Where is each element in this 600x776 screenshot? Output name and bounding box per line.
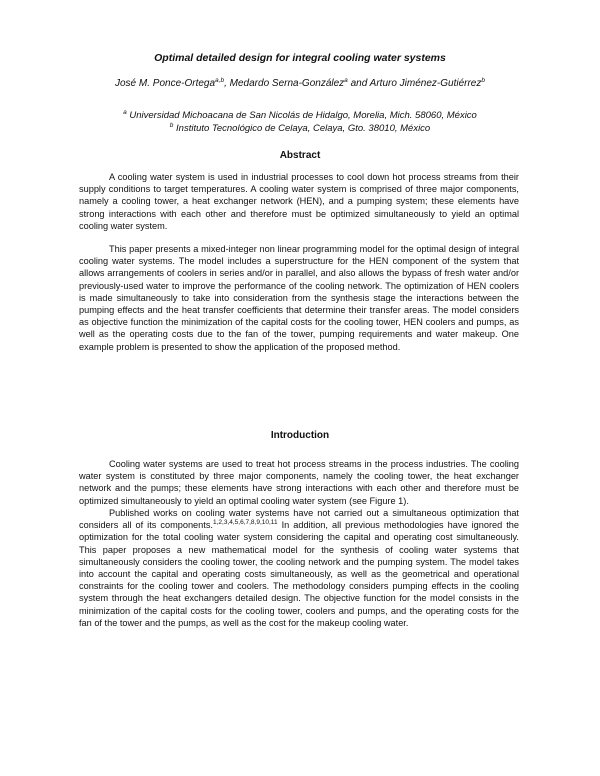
abstract-paragraph: This paper presents a mixed-integer non linear programming model for the optimal design of integral cooling water systems. The model includes a superstructure for the HEN component of the system that allows arrangements of coolers in series and/or in parallel, and also allows the bypass of fresh water and/or previously-used water to improve the performance of the cooling network. The optimization of HEN coolers is made simultaneously to take into consideration from the synthesis stage the interactions between the pumping effects and the heat transfer coefficients that determine their transfer areas. The model considers as objective function the minimization of the capital costs for the cooling tower, HEN coolers and pumps, as well as the operating costs due to the fan of the tower, pumping requirements and water makeup. One example problem is presented to show the application of the proposed method. (79, 244, 519, 352)
introduction-heading: Introduction (270, 430, 330, 441)
introduction-paragraph: Cooling water systems are used to treat hot process streams in the process industries. The cooling water system is constituted by three major components, namely the cooling tower, the heat exchanger network and the pumps; these elements have strong interactions with each other and therefore must be optimized simultaneously to yield an optimal cooling water system (see Figure 1). (79, 459, 519, 506)
abstract-heading: Abstract (279, 150, 321, 161)
affiliation-marker: a (344, 77, 348, 84)
affiliation-marker: a (123, 109, 127, 116)
paragraph-text: Published works on cooling water systems have not carried out a simultaneous optimization that considers all of its components. (79, 508, 519, 531)
author-separator: , (224, 78, 230, 89)
introduction-paragraph (79, 507, 519, 629)
author-name: Medardo Serna-González (229, 78, 345, 89)
author-name: José M. Ponce-Ortega (115, 78, 216, 89)
affiliation-b (0, 123, 600, 134)
reference-markers: 1,2,3,4,5,6,7,8,9,10,11 (212, 519, 278, 527)
affiliation-text: Instituto Tecnológico de Celaya, Celaya, Gto. 38010, México (176, 123, 431, 134)
author-list (0, 78, 600, 89)
abstract-paragraph: A cooling water system is used in industrial processes to cool down hot process streams from their supply conditions to target temperatures. A cooling water system is comprised of three major components, namely a cooling tower, a heat exchanger network (HEN), and a pumping system; these elements have strong interactions with each other and therefore must be optimized simultaneously to yield an optimal cooling water system. (79, 172, 519, 231)
author-separator: and (347, 78, 370, 89)
paper-title: Optimal detailed design for integral cooling water systems (154, 52, 446, 64)
author-name: Arturo Jiménez-Gutiérrez (369, 78, 482, 89)
paragraph-text: In addition, all previous methodologies have ignored the optimization for the total cooling water system considering the capital and operating cost simultaneously. This paper proposes a new mathematical model for the synthesis of cooling water systems that simultaneously considers the cooling tower, the cooling network and the pumping system. The model takes into account the capital and operating costs simultaneously, as well as the geometrical and operational constraints for the cooling tower and coolers. The methodology considers pumping effects in the cooling system through the heat exchangers detailed design. The objective function for the model consists in the minimization of the capital costs for the cooling tower, coolers and pumps, and the operating costs for the fan of the tower and the pumps, as well as the cost for the makeup cooling water. (79, 520, 519, 628)
affiliation-marker: a,b (215, 77, 225, 84)
affiliation-text: Universidad Michoacana de San Nicolás de Hidalgo, Morelia, Mich. 58060, México (129, 110, 477, 121)
affiliation-a (0, 110, 600, 121)
affiliation-marker: b (169, 122, 174, 129)
affiliation-marker: b (481, 77, 485, 84)
